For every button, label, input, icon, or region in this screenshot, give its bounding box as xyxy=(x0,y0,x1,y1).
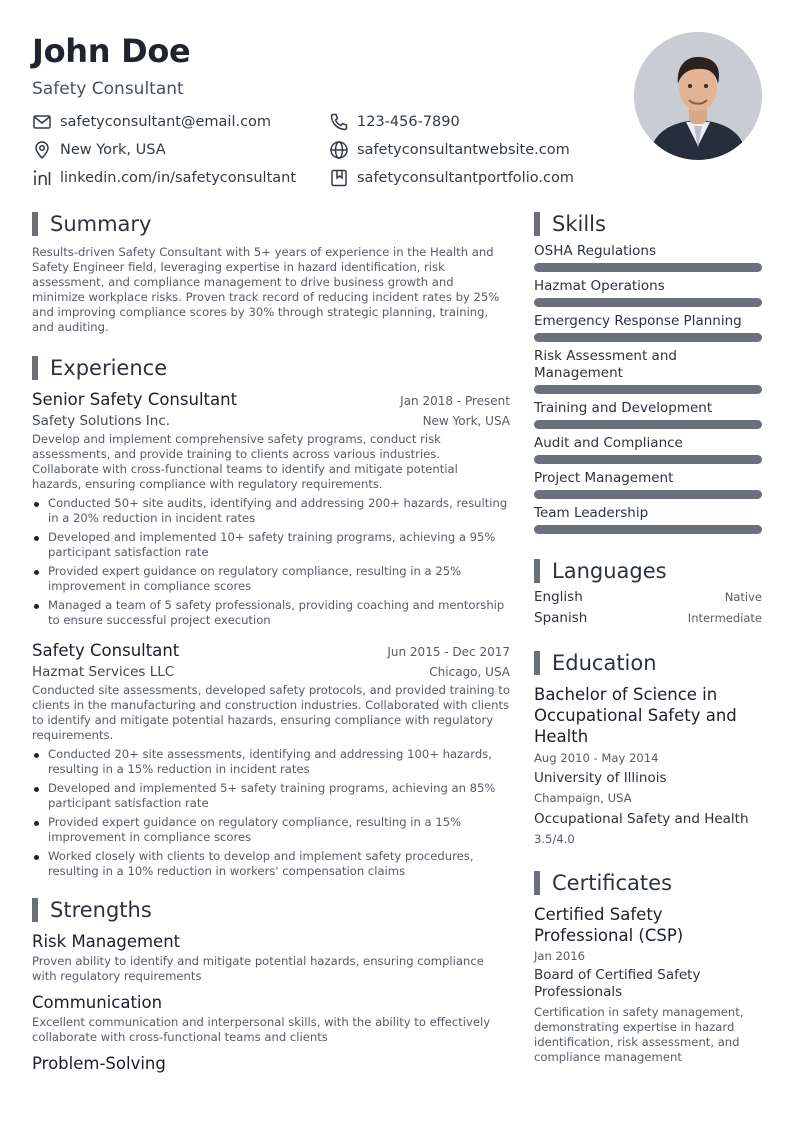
strength-description: Excellent communication and interpersonal skills, with the ability to effectively collaborate with cross-functional teams and clients xyxy=(32,1015,491,1044)
experience-title: Experience xyxy=(50,356,168,380)
skill-name: Team Leadership xyxy=(534,505,649,521)
profile-photo xyxy=(634,32,762,160)
languages-heading xyxy=(534,558,762,584)
job-achievements xyxy=(32,747,510,879)
contact-location xyxy=(32,140,166,160)
contact-linkedin-text: linkedin.com/in/safetyconsultant xyxy=(60,170,297,186)
education-date: Aug 2010 - May 2014 xyxy=(534,751,659,765)
strength-item xyxy=(32,1053,510,1075)
language-level: Intermediate xyxy=(687,611,762,625)
skill-level-bar xyxy=(534,263,762,272)
contact-phone[interactable] xyxy=(329,112,460,132)
main-column xyxy=(32,211,510,1075)
skill-name: Project Management xyxy=(534,470,674,486)
language-level: Native xyxy=(724,590,762,604)
skill-level-bar xyxy=(534,490,762,499)
section-accent-bar xyxy=(32,212,38,236)
certificate-description: Certification in safety management, demonstrating expertise in hazard identification, risk assessment, and compliance management xyxy=(534,1005,744,1064)
certificates-heading xyxy=(534,870,762,896)
skill-name: Training and Development xyxy=(534,400,713,416)
candidate-title: Safety Consultant xyxy=(32,79,184,99)
linkedin-icon xyxy=(32,168,52,188)
skill-level-bar xyxy=(534,455,762,464)
education-school: University of Illinois xyxy=(534,770,667,786)
skill-item xyxy=(534,313,762,342)
contact-location-text: New York, USA xyxy=(60,142,166,158)
skill-item xyxy=(534,243,762,272)
phone-icon xyxy=(329,112,349,132)
education-title: Education xyxy=(552,651,657,675)
contact-linkedin[interactable] xyxy=(32,168,296,188)
skill-item xyxy=(534,348,762,394)
skill-item xyxy=(534,470,762,499)
section-accent-bar xyxy=(534,871,540,895)
skill-name: Audit and Compliance xyxy=(534,435,683,451)
skill-level-bar xyxy=(534,525,762,534)
strength-description: Proven ability to identify and mitigate potential hazards, ensuring compliance with regulatory requirements xyxy=(32,954,484,983)
summary-heading xyxy=(32,211,510,237)
job-date: Jan 2018 - Present xyxy=(400,394,510,408)
language-item xyxy=(534,610,762,626)
resume-header xyxy=(32,30,612,186)
education-location: Champaign, USA xyxy=(534,791,632,805)
job-title: Safety Consultant xyxy=(32,641,180,660)
skills-list xyxy=(534,243,762,534)
section-accent-bar xyxy=(32,356,38,380)
contact-portfolio[interactable] xyxy=(329,168,574,188)
strengths-title: Strengths xyxy=(50,898,152,922)
section-accent-bar xyxy=(32,898,38,922)
mail-icon xyxy=(32,112,52,132)
skill-item xyxy=(534,505,762,534)
skill-level-bar xyxy=(534,420,762,429)
list-item: Managed a team of 5 safety professionals, providing coaching and mentorship to ensure successful project execution xyxy=(32,598,510,628)
skill-name: Emergency Response Planning xyxy=(534,313,742,329)
list-item: Conducted 20+ site assessments, identifying and addressing 100+ hazards, resulting in a 15% reduction in incident rates xyxy=(32,747,510,777)
skill-item xyxy=(534,435,762,464)
skill-level-bar xyxy=(534,298,762,307)
education-gpa: 3.5/4.0 xyxy=(534,832,575,846)
job-date: Jun 2015 - Dec 2017 xyxy=(387,645,510,659)
bookmark-icon xyxy=(329,168,349,188)
skills-title: Skills xyxy=(552,212,606,236)
skill-level-bar xyxy=(534,333,762,342)
strengths-heading xyxy=(32,897,510,923)
certificates-title: Certificates xyxy=(552,871,673,895)
summary-title: Summary xyxy=(50,212,152,236)
languages-section xyxy=(534,558,762,626)
skills-section xyxy=(534,211,762,534)
list-item: Conducted 50+ site audits, identifying and addressing 200+ hazards, resulting in a 20% reduction in incident rates xyxy=(32,496,510,526)
contact-email-text: safetyconsultant@email.com xyxy=(60,114,272,130)
education-section xyxy=(534,650,762,846)
certificate-issuer: Board of Certified Safety Professionals xyxy=(534,967,701,1000)
contact-website-text: safetyconsultantwebsite.com xyxy=(357,142,570,158)
summary-section xyxy=(32,211,510,335)
strengths-section xyxy=(32,897,510,1075)
strength-title: Problem-Solving xyxy=(32,1054,166,1073)
education-heading xyxy=(534,650,762,676)
skill-name: OSHA Regulations xyxy=(534,243,656,259)
job-description: Develop and implement comprehensive safety programs, conduct risk assessments, and provide training to clients across various industries. Collaborate with cross-functional teams to identify and mitigate potential hazards, ensuring compliance with regulatory requirements. xyxy=(32,432,458,491)
education-field: Occupational Safety and Health xyxy=(534,811,749,827)
certificate-name: Certified Safety Professional (CSP) xyxy=(534,905,684,945)
list-item: Developed and implemented 5+ safety training programs, achieving an 85% participant satisfaction rate xyxy=(32,781,510,811)
strength-item xyxy=(32,931,510,984)
job-company: Hazmat Services LLC xyxy=(32,664,175,680)
strength-title: Communication xyxy=(32,993,163,1012)
globe-icon xyxy=(329,140,349,160)
list-item: Provided expert guidance on regulatory compliance, resulting in a 25% improvement in compliance scores xyxy=(32,564,510,594)
experience-heading xyxy=(32,355,510,381)
summary-text: Results-driven Safety Consultant with 5+ years of experience in the Health and Safety Engineer field, leveraging expertise in hazard identification, risk assessment, and compliance management to drive business growth and minimize workplace risks. Proven track record of reducing incident rates by 25% and improving compliance scores by 30% through strategic planning, training, and auditing. xyxy=(32,245,500,334)
certificates-section xyxy=(534,870,762,1065)
certificate-date: Jan 2016 xyxy=(534,949,586,963)
list-item: Provided expert guidance on regulatory compliance, resulting in a 15% improvement in compliance scores xyxy=(32,815,510,845)
contact-phone-text: 123-456-7890 xyxy=(357,114,460,130)
location-pin-icon xyxy=(32,140,52,160)
job-location: New York, USA xyxy=(422,414,510,428)
strength-title: Risk Management xyxy=(32,932,181,951)
skill-item xyxy=(534,278,762,307)
job-company: Safety Solutions Inc. xyxy=(32,413,171,429)
job-title: Senior Safety Consultant xyxy=(32,390,238,409)
language-item xyxy=(534,589,762,605)
section-accent-bar xyxy=(534,559,540,583)
contact-portfolio-text: safetyconsultantportfolio.com xyxy=(357,170,574,186)
list-item: Developed and implemented 10+ safety training programs, achieving a 95% participant satisfaction rate xyxy=(32,530,510,560)
skill-name: Risk Assessment and Management xyxy=(534,348,677,381)
skill-level-bar xyxy=(534,385,762,394)
strength-item xyxy=(32,992,510,1045)
side-column xyxy=(534,211,762,1065)
job-location: Chicago, USA xyxy=(429,665,510,679)
languages-list xyxy=(534,589,762,626)
skill-item xyxy=(534,400,762,429)
candidate-name: John Doe xyxy=(32,32,191,70)
contact-website[interactable] xyxy=(329,140,570,160)
avatar-portrait-icon xyxy=(634,32,762,160)
job-entry xyxy=(32,640,510,879)
skills-heading xyxy=(534,211,762,237)
language-name: English xyxy=(534,589,583,605)
language-name: Spanish xyxy=(534,610,588,626)
list-item: Worked closely with clients to develop and implement safety procedures, resulting in a 10% reduction in workers' compensation claims xyxy=(32,849,510,879)
section-accent-bar xyxy=(534,651,540,675)
contact-email[interactable] xyxy=(32,112,271,132)
education-degree: Bachelor of Science in Occupational Safety and Health xyxy=(534,685,737,746)
job-description: Conducted site assessments, developed safety protocols, and provided training to clients in the manufacturing and construction industries. Collaborated with clients to identify and mitigate potential hazards, ensuring compliance with regulatory requirements. xyxy=(32,683,510,742)
section-accent-bar xyxy=(534,212,540,236)
languages-title: Languages xyxy=(552,559,667,583)
experience-section xyxy=(32,355,510,879)
job-achievements xyxy=(32,496,510,628)
skill-name: Hazmat Operations xyxy=(534,278,665,294)
job-entry xyxy=(32,389,510,628)
